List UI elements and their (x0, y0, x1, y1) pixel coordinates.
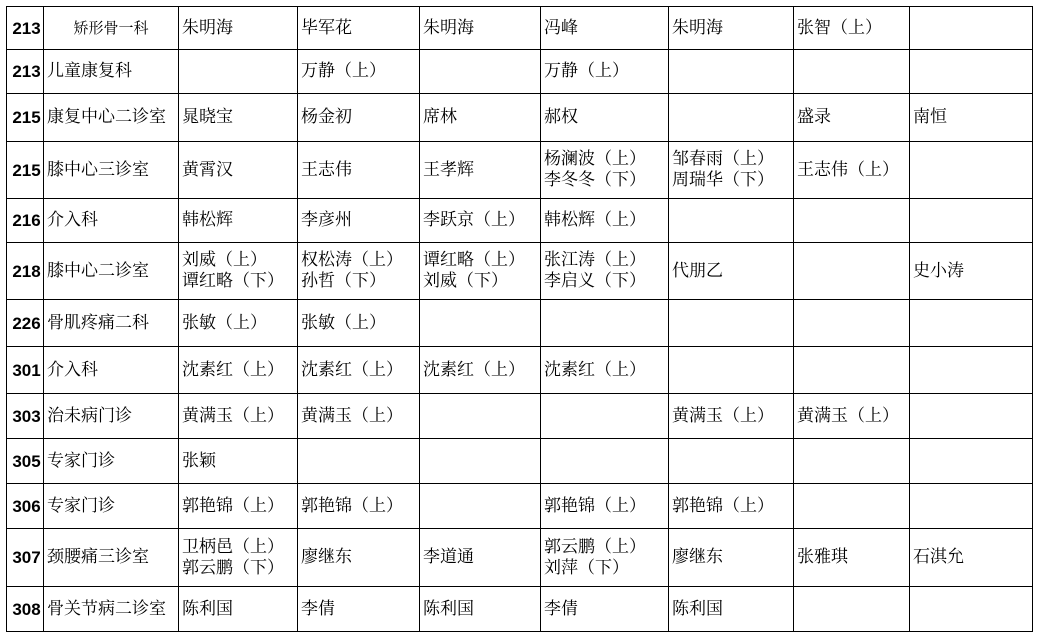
doctor-name: 黄霄汉 (182, 159, 233, 180)
doctor-cell (910, 7, 1033, 50)
doctor-cell (910, 199, 1033, 243)
department-cell: 专家门诊 (44, 484, 179, 529)
doctor-name: 张智（上） (797, 17, 882, 38)
doctor-name: 廖继东 (672, 547, 723, 567)
department-cell: 介入科 (44, 199, 179, 243)
doctor-name: 万静（上） (544, 61, 629, 81)
schedule-table (6, 6, 1033, 632)
doctor-cell (910, 484, 1033, 529)
table-row (7, 199, 1033, 243)
doctor-cell (298, 347, 420, 394)
doctor-cell (541, 94, 669, 142)
table-row (7, 142, 1033, 199)
doctor-name: 张雅琪 (797, 547, 848, 567)
doctor-cell (669, 484, 794, 529)
room-number-cell: 213 (7, 50, 44, 94)
department-cell: 治未病门诊 (44, 394, 179, 439)
department-cell: 膝中心二诊室 (44, 243, 179, 300)
doctor-name: 郭艳锦（上） (301, 495, 403, 516)
doctor-cell (298, 529, 420, 587)
doctor-cell (669, 529, 794, 587)
department-cell: 专家门诊 (44, 439, 179, 484)
doctor-name: 谭红略（下） (182, 271, 284, 291)
doctor-cell (794, 94, 910, 142)
doctor-cell (179, 347, 298, 394)
room-number-cell: 303 (7, 394, 44, 439)
table-row (7, 439, 1033, 484)
doctor-name: 南恒 (913, 107, 947, 127)
doctor-cell (179, 142, 298, 199)
doctor-cell (541, 529, 669, 587)
doctor-cell (910, 50, 1033, 94)
doctor-cell (910, 243, 1033, 300)
doctor-cell (420, 394, 541, 439)
doctor-cell (794, 50, 910, 94)
table-row (7, 300, 1033, 347)
doctor-name: 李倩 (544, 598, 578, 619)
doctor-name: 沈素红（上） (301, 359, 403, 380)
doctor-cell (298, 300, 420, 347)
doctor-cell (669, 142, 794, 199)
doctor-name: 郭艳锦（上） (672, 495, 774, 516)
doctor-name: 孙哲（下） (301, 271, 386, 291)
table-row (7, 243, 1033, 300)
doctor-name: 郭云鹏（上） (544, 536, 646, 557)
doctor-name: 郝权 (544, 107, 578, 127)
doctor-name: 冯峰 (544, 17, 578, 38)
doctor-name: 刘萍（下） (544, 557, 629, 578)
doctor-name: 郭云鹏（下） (182, 557, 284, 578)
department-cell: 康复中心二诊室 (44, 94, 179, 142)
doctor-cell (910, 587, 1033, 632)
doctor-name: 韩松辉（上） (544, 210, 646, 230)
doctor-name: 陈利国 (672, 598, 723, 619)
table-row (7, 484, 1033, 529)
doctor-name: 陈利国 (423, 598, 474, 619)
room-number-cell: 215 (7, 94, 44, 142)
doctor-cell (420, 243, 541, 300)
doctor-cell (794, 7, 910, 50)
doctor-name: 刘威（上） (182, 250, 267, 270)
doctor-name: 毕军花 (301, 17, 352, 38)
doctor-cell (910, 142, 1033, 199)
doctor-cell (179, 484, 298, 529)
department-cell: 骨肌疼痛二科 (44, 300, 179, 347)
doctor-name: 张江涛（上） (544, 250, 646, 270)
doctor-name: 朱明海 (672, 17, 723, 38)
doctor-name: 王孝辉 (423, 159, 474, 180)
doctor-cell (669, 243, 794, 300)
doctor-cell (910, 529, 1033, 587)
doctor-cell (541, 300, 669, 347)
doctor-name: 沈素红（上） (182, 359, 284, 380)
doctor-name: 廖继东 (301, 547, 352, 567)
doctor-cell (541, 199, 669, 243)
room-number-cell: 308 (7, 587, 44, 632)
doctor-name: 万静（上） (301, 61, 386, 81)
doctor-cell (669, 300, 794, 347)
doctor-name: 石淇允 (913, 547, 964, 567)
doctor-name: 杨金初 (301, 107, 352, 127)
doctor-name: 李彦州 (301, 210, 352, 230)
doctor-cell (179, 394, 298, 439)
doctor-cell (910, 394, 1033, 439)
doctor-cell (298, 7, 420, 50)
doctor-cell (298, 439, 420, 484)
doctor-cell (179, 300, 298, 347)
room-number-cell: 213 (7, 7, 44, 50)
doctor-name: 沈素红（上） (544, 359, 646, 380)
table-row (7, 587, 1033, 632)
doctor-cell (794, 587, 910, 632)
doctor-name: 李冬冬（下） (544, 170, 646, 190)
doctor-cell (420, 484, 541, 529)
table-row (7, 94, 1033, 142)
doctor-cell (541, 142, 669, 199)
department-cell: 介入科 (44, 347, 179, 394)
doctor-name: 黄满玉（上） (797, 405, 899, 426)
table-row (7, 347, 1033, 394)
doctor-name: 张颖 (182, 450, 216, 471)
doctor-cell (298, 199, 420, 243)
doctor-name: 郭艳锦（上） (544, 495, 646, 516)
doctor-name: 邹春雨（上） (672, 149, 774, 169)
doctor-cell (541, 243, 669, 300)
doctor-cell (179, 94, 298, 142)
doctor-cell (420, 50, 541, 94)
doctor-name: 黄满玉（上） (182, 405, 284, 426)
doctor-name: 卫柄邑（上） (182, 536, 284, 557)
doctor-cell (420, 529, 541, 587)
doctor-cell (298, 587, 420, 632)
doctor-cell (298, 243, 420, 300)
room-number-cell: 305 (7, 439, 44, 484)
doctor-name: 王志伟 (301, 159, 352, 180)
doctor-cell (794, 142, 910, 199)
doctor-cell (794, 484, 910, 529)
doctor-cell (541, 7, 669, 50)
table-row (7, 529, 1033, 587)
doctor-cell (794, 347, 910, 394)
doctor-cell (669, 587, 794, 632)
room-number-cell: 216 (7, 199, 44, 243)
doctor-name: 李道通 (423, 547, 474, 567)
doctor-name: 史小涛 (913, 260, 964, 281)
doctor-cell (541, 484, 669, 529)
doctor-cell (298, 94, 420, 142)
doctor-name: 盛录 (797, 107, 831, 127)
table-row (7, 7, 1033, 50)
doctor-cell (794, 439, 910, 484)
doctor-cell (179, 529, 298, 587)
department-cell: 矫形骨一科 (44, 7, 179, 50)
doctor-cell (420, 199, 541, 243)
doctor-cell (794, 529, 910, 587)
doctor-name: 王志伟（上） (797, 159, 899, 180)
doctor-name: 席林 (423, 107, 457, 127)
doctor-name: 郭艳锦（上） (182, 495, 284, 516)
doctor-name: 张敏（上） (301, 312, 386, 333)
doctor-name: 杨澜波（上） (544, 149, 646, 169)
doctor-cell (298, 142, 420, 199)
doctor-cell (179, 199, 298, 243)
doctor-cell (794, 243, 910, 300)
doctor-cell (910, 300, 1033, 347)
doctor-name: 权松涛（上） (301, 250, 403, 270)
doctor-cell (179, 7, 298, 50)
doctor-cell (669, 94, 794, 142)
table-row (7, 50, 1033, 94)
doctor-name: 朱明海 (182, 17, 233, 38)
doctor-cell (910, 94, 1033, 142)
doctor-cell (179, 243, 298, 300)
doctor-cell (541, 394, 669, 439)
doctor-cell (669, 439, 794, 484)
doctor-cell (669, 347, 794, 394)
doctor-name: 黄满玉（上） (672, 405, 774, 426)
doctor-name: 谭红略（上） (423, 250, 525, 270)
doctor-name: 代朋乙 (672, 260, 723, 281)
doctor-cell (298, 50, 420, 94)
table-row (7, 394, 1033, 439)
doctor-name: 黄满玉（上） (301, 405, 403, 426)
department-cell: 颈腰痛三诊室 (44, 529, 179, 587)
doctor-cell (669, 50, 794, 94)
doctor-cell (541, 587, 669, 632)
doctor-cell (298, 484, 420, 529)
doctor-name: 沈素红（上） (423, 359, 525, 380)
doctor-cell (669, 394, 794, 439)
doctor-name: 晁晓宝 (182, 107, 233, 127)
doctor-name: 陈利国 (182, 598, 233, 619)
doctor-cell (420, 587, 541, 632)
room-number-cell: 215 (7, 142, 44, 199)
doctor-name: 李倩 (301, 598, 335, 619)
doctor-name: 张敏（上） (182, 312, 267, 333)
room-number-cell: 307 (7, 529, 44, 587)
department-cell: 儿童康复科 (44, 50, 179, 94)
doctor-name: 周瑞华（下） (672, 170, 774, 190)
doctor-cell (420, 439, 541, 484)
doctor-name: 朱明海 (423, 17, 474, 38)
doctor-cell (179, 50, 298, 94)
doctor-name: 刘威（下） (423, 271, 508, 291)
doctor-cell (541, 439, 669, 484)
doctor-cell (541, 347, 669, 394)
doctor-cell (794, 394, 910, 439)
doctor-cell (794, 300, 910, 347)
doctor-cell (910, 439, 1033, 484)
doctor-cell (420, 347, 541, 394)
doctor-cell (179, 587, 298, 632)
doctor-cell (420, 142, 541, 199)
doctor-cell (669, 7, 794, 50)
doctor-cell (420, 94, 541, 142)
schedule-body (7, 7, 1033, 632)
doctor-name: 李启义（下） (544, 271, 646, 291)
doctor-name: 韩松辉 (182, 210, 233, 230)
room-number-cell: 218 (7, 243, 44, 300)
room-number-cell: 306 (7, 484, 44, 529)
department-cell: 骨关节病二诊室 (44, 587, 179, 632)
doctor-cell (794, 199, 910, 243)
doctor-cell (541, 50, 669, 94)
department-cell: 膝中心三诊室 (44, 142, 179, 199)
doctor-cell (910, 347, 1033, 394)
doctor-cell (669, 199, 794, 243)
doctor-name: 李跃京（上） (423, 210, 525, 230)
doctor-cell (420, 300, 541, 347)
room-number-cell: 301 (7, 347, 44, 394)
doctor-cell (298, 394, 420, 439)
doctor-cell (179, 439, 298, 484)
room-number-cell: 226 (7, 300, 44, 347)
doctor-cell (420, 7, 541, 50)
